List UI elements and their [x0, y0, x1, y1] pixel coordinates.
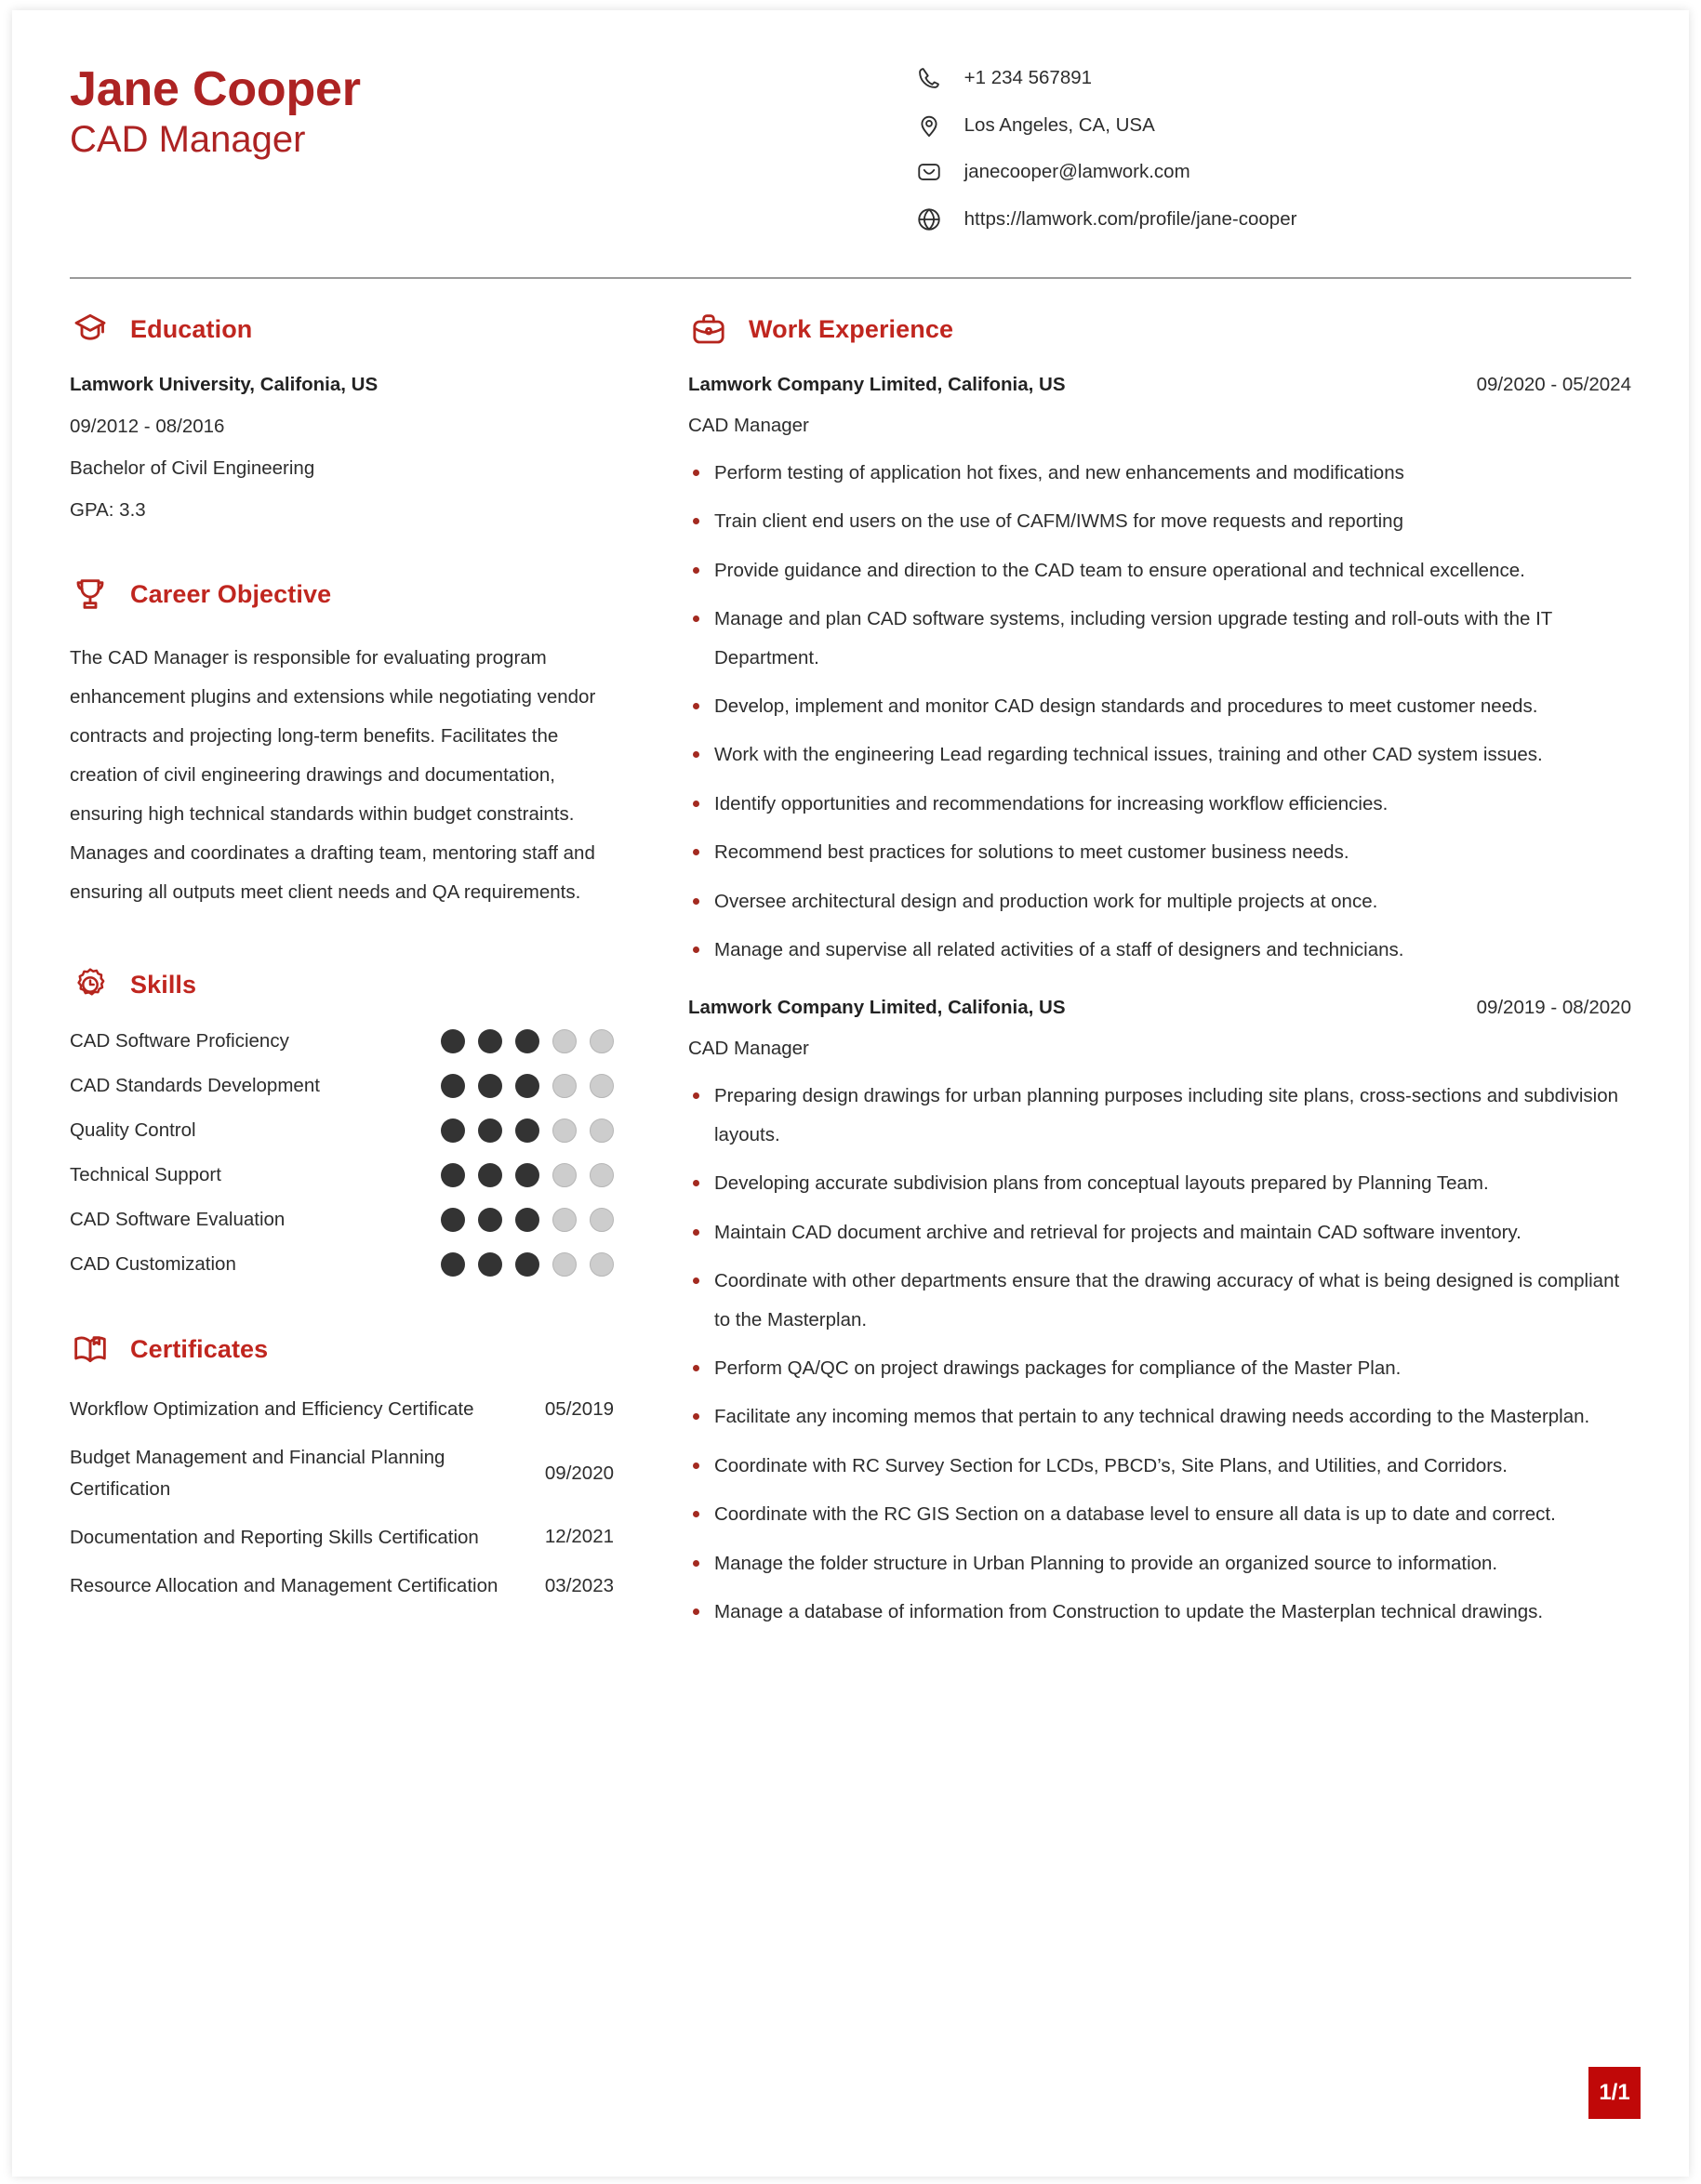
- rating-dot-filled: [478, 1029, 502, 1053]
- rating-dot-filled: [478, 1074, 502, 1098]
- skill-row: [70, 1208, 614, 1232]
- certificate-name: Documentation and Reporting Skills Certification: [70, 1526, 479, 1548]
- job-bullet-list: [688, 1077, 1631, 1631]
- rating-dot-empty: [590, 1252, 614, 1277]
- job-bullet: Preparing design drawings for urban planning purposes including site plans, cross-sections and subdivision layouts.: [688, 1077, 1631, 1154]
- work-experience-heading: [688, 309, 1631, 350]
- job-bullet: Perform QA/QC on project drawings packages for compliance of the Master Plan.: [688, 1349, 1631, 1387]
- skill-label: CAD Standards Development: [70, 1075, 320, 1097]
- certificate-name: Budget Management and Financial Planning Certification: [70, 1447, 445, 1500]
- job-bullet: Train client end users on the use of CAFM/IWMS for move requests and reporting: [688, 502, 1631, 540]
- job-bullet: Recommend best practices for solutions to meet customer business needs.: [688, 833, 1631, 871]
- career-objective-heading-text: Career Objective: [130, 579, 332, 608]
- rating-dot-empty: [552, 1208, 577, 1232]
- rating-dot-filled: [441, 1029, 465, 1053]
- rating-dot-empty: [590, 1074, 614, 1098]
- education-degree: Bachelor of Civil Engineering: [70, 457, 315, 479]
- skill-row: [70, 1029, 614, 1053]
- contact-website[interactable]: [913, 204, 1631, 235]
- job-company: Lamwork Company Limited, Califonia, US: [688, 997, 1066, 1019]
- graduation-cap-icon: [70, 309, 111, 350]
- job-dates: 09/2020 - 05/2024: [1476, 374, 1631, 395]
- certificate-row: [70, 1394, 614, 1424]
- job-company: Lamwork Company Limited, Califonia, US: [688, 374, 1066, 395]
- job-header: [688, 997, 1631, 1019]
- job-bullet: Manage the folder structure in Urban Planning to provide an organized source to information.: [688, 1544, 1631, 1582]
- job-bullet: Manage and supervise all related activities of a staff of designers and technicians.: [688, 931, 1631, 969]
- skill-row: [70, 1163, 614, 1187]
- work-experience-section: [688, 309, 1631, 1631]
- skill-rating: [428, 1208, 614, 1232]
- identity-block: [70, 57, 913, 163]
- job-bullet: Develop, implement and monitor CAD design standards and procedures to meet customer needs.: [688, 687, 1631, 725]
- rating-dot-filled: [515, 1074, 539, 1098]
- contact-email-text: janecooper@lamwork.com: [963, 161, 1190, 182]
- certificate-date: 12/2021: [544, 1526, 614, 1548]
- skill-rating: [428, 1163, 614, 1187]
- rating-dot-filled: [441, 1208, 465, 1232]
- skill-label: CAD Software Evaluation: [70, 1209, 286, 1231]
- globe-icon: [913, 204, 945, 235]
- location-pin-icon: [913, 110, 945, 141]
- contact-website-text: https://lamwork.com/profile/jane-cooper: [963, 207, 1297, 230]
- rating-dot-filled: [515, 1208, 539, 1232]
- certificate-date: 09/2020: [544, 1462, 614, 1484]
- contact-location: [913, 110, 1631, 141]
- rating-dot-empty: [552, 1118, 577, 1143]
- job-bullet: Manage and plan CAD software systems, including version upgrade testing and roll-outs with the IT Department.: [688, 600, 1631, 677]
- rating-dot-empty: [590, 1029, 614, 1053]
- certificate-name: Resource Allocation and Management Certification: [70, 1574, 498, 1596]
- rating-dot-filled: [515, 1118, 539, 1143]
- skills-heading-text: Skills: [130, 970, 197, 999]
- rating-dot-empty: [590, 1208, 614, 1232]
- rating-dot-filled: [441, 1252, 465, 1277]
- rating-dot-filled: [441, 1074, 465, 1098]
- certificate-name: Workflow Optimization and Efficiency Certificate: [70, 1398, 474, 1421]
- skill-rating: [428, 1029, 614, 1053]
- skill-label: Technical Support: [70, 1164, 221, 1186]
- contact-location-text: Los Angeles, CA, USA: [963, 113, 1155, 136]
- education-gpa: GPA: 3.3: [70, 499, 146, 521]
- rating-dot-empty: [552, 1163, 577, 1187]
- rating-dot-empty: [552, 1029, 577, 1053]
- header-divider: [70, 277, 1631, 279]
- skill-row: [70, 1252, 614, 1277]
- skills-heading: [70, 964, 614, 1005]
- contact-block: [913, 57, 1631, 250]
- job-bullet: Work with the engineering Lead regarding technical issues, training and other CAD system issues.: [688, 735, 1631, 774]
- open-book-icon: [70, 1329, 111, 1370]
- resume-header: [70, 57, 1631, 250]
- phone-icon: [913, 62, 945, 94]
- education-section: [70, 309, 614, 522]
- skills-list: [70, 1029, 614, 1277]
- resume-sheet: [12, 10, 1689, 2177]
- jobs-list: [688, 374, 1631, 1631]
- rating-dot-filled: [478, 1252, 502, 1277]
- page-title: Jane Cooper: [70, 62, 361, 116]
- work-experience-heading-text: Work Experience: [749, 314, 954, 343]
- rating-dot-filled: [441, 1163, 465, 1187]
- career-objective-text: The CAD Manager is responsible for evaluating program enhancement plugins and extensions while negotiating vendor contracts and projecting long-term benefits. Facilitates the creation of civil engineering drawings and documentation, ensuring high technical standards within budget constraints. Manages and coordinates a drafting team, mentoring staff and ensuring all outputs meet client needs and QA requirements.: [70, 647, 596, 904]
- skill-rating: [428, 1118, 614, 1143]
- job-bullet: Coordinate with the RC GIS Section on a database level to ensure all data is up to date and correct.: [688, 1495, 1631, 1533]
- education-heading-text: Education: [130, 314, 253, 343]
- job-bullet: Identify opportunities and recommendations for increasing workflow efficiencies.: [688, 785, 1631, 823]
- job-bullet: Provide guidance and direction to the CAD team to ensure operational and technical excellence.: [688, 551, 1631, 589]
- skill-label: Quality Control: [70, 1119, 196, 1142]
- briefcase-icon: [688, 309, 729, 350]
- rating-dot-filled: [515, 1163, 539, 1187]
- page-number-badge: 1/1: [1588, 2067, 1641, 2119]
- job-title: CAD Manager: [688, 415, 809, 436]
- education-dates: 09/2012 - 08/2016: [70, 416, 225, 437]
- job-bullet: Manage a database of information from Construction to update the Masterplan technical drawings.: [688, 1593, 1631, 1631]
- gear-clock-icon: [70, 964, 111, 1005]
- job-role-subtitle: CAD Manager: [70, 119, 306, 161]
- skill-row: [70, 1118, 614, 1143]
- rating-dot-filled: [515, 1029, 539, 1053]
- envelope-icon: [913, 156, 945, 188]
- rating-dot-filled: [478, 1118, 502, 1143]
- skills-section: [70, 964, 614, 1277]
- rating-dot-empty: [590, 1118, 614, 1143]
- education-school: Lamwork University, Califonia, US: [70, 374, 379, 395]
- certificate-date: 05/2019: [544, 1397, 614, 1420]
- rating-dot-filled: [441, 1118, 465, 1143]
- job-bullet: Facilitate any incoming memos that pertain to any technical drawing needs according to the Masterplan.: [688, 1397, 1631, 1436]
- certificates-heading: [70, 1329, 614, 1370]
- trophy-icon: [70, 574, 111, 615]
- skill-rating: [428, 1074, 614, 1098]
- job-entry: [688, 374, 1631, 969]
- rating-dot-filled: [515, 1252, 539, 1277]
- certificate-date: 03/2023: [544, 1574, 614, 1596]
- contact-phone[interactable]: [913, 62, 1631, 94]
- career-objective-heading: [70, 574, 614, 615]
- rating-dot-empty: [590, 1163, 614, 1187]
- job-bullet: Developing accurate subdivision plans from conceptual layouts prepared by Planning Team.: [688, 1164, 1631, 1202]
- job-title: CAD Manager: [688, 1038, 809, 1060]
- certificate-row: [70, 1442, 614, 1503]
- skill-row: [70, 1074, 614, 1098]
- contact-email[interactable]: [913, 156, 1631, 188]
- education-heading: [70, 309, 614, 350]
- job-bullet-list: [688, 454, 1631, 969]
- job-dates: 09/2019 - 08/2020: [1476, 997, 1631, 1019]
- skill-label: CAD Customization: [70, 1253, 236, 1276]
- rating-dot-empty: [552, 1252, 577, 1277]
- certificates-list: [70, 1394, 614, 1601]
- contact-phone-text: +1 234 567891: [963, 67, 1093, 88]
- skill-rating: [428, 1252, 614, 1277]
- job-bullet: Perform testing of application hot fixes, and new enhancements and modifications: [688, 454, 1631, 492]
- job-header: [688, 374, 1631, 396]
- certificates-section: [70, 1329, 614, 1601]
- rating-dot-empty: [552, 1074, 577, 1098]
- job-bullet: Coordinate with other departments ensure that the drawing accuracy of what is being designed is compliant to the Masterplan.: [688, 1262, 1631, 1339]
- rating-dot-filled: [478, 1208, 502, 1232]
- rating-dot-filled: [478, 1163, 502, 1187]
- certificates-heading-text: Certificates: [130, 1334, 269, 1363]
- skill-label: CAD Software Proficiency: [70, 1030, 289, 1052]
- certificate-row: [70, 1570, 614, 1601]
- career-objective-section: [70, 574, 614, 912]
- job-entry: [688, 997, 1631, 1631]
- job-bullet: Coordinate with RC Survey Section for LCDs, PBCD’s, Site Plans, and Utilities, and Corridors.: [688, 1447, 1631, 1485]
- job-bullet: Oversee architectural design and production work for multiple projects at once.: [688, 882, 1631, 920]
- certificate-row: [70, 1522, 614, 1553]
- job-bullet: Maintain CAD document archive and retrieval for projects and maintain CAD software inventory.: [688, 1213, 1631, 1251]
